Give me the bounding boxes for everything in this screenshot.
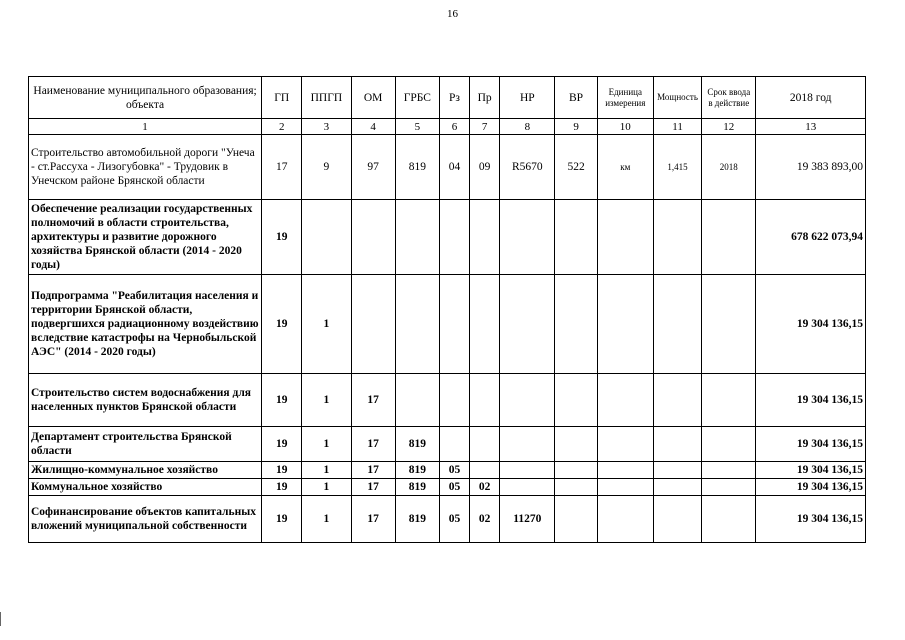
cell-om: 17 xyxy=(351,374,395,427)
header-nr: НР xyxy=(500,77,555,119)
cell-nr xyxy=(500,462,555,479)
cell-gp: 19 xyxy=(262,200,302,275)
cell-vr xyxy=(555,427,597,462)
cell-term xyxy=(702,496,756,543)
cell-om: 17 xyxy=(351,462,395,479)
cell-ppgp: 1 xyxy=(302,462,351,479)
cell-ppgp: 9 xyxy=(302,135,351,200)
cell-unit xyxy=(597,496,653,543)
cell-power xyxy=(653,200,701,275)
cell-pr xyxy=(470,200,500,275)
cell-nr xyxy=(500,374,555,427)
cell-grbs xyxy=(395,374,439,427)
cell-rz: 05 xyxy=(439,496,469,543)
cell-term xyxy=(702,479,756,496)
cell-grbs: 819 xyxy=(395,427,439,462)
row-name: Строительство автомобильной дороги "Унеча - ст.Рассуха - Лизогубовка" - Трудовик в Унечском районе Брянской области xyxy=(29,135,262,200)
header-name: Наименование муниципального образования; объекта xyxy=(29,77,262,119)
cell-rz: 05 xyxy=(439,479,469,496)
column-number: 4 xyxy=(351,119,395,135)
header-unit: Единица измерения xyxy=(597,77,653,119)
cell-grbs xyxy=(395,275,439,374)
table-row xyxy=(29,275,866,374)
cell-vr xyxy=(555,275,597,374)
row-name: Коммунальное хозяйство xyxy=(29,479,262,496)
cell-sum: 678 622 073,94 xyxy=(756,200,866,275)
row-name: Обеспечение реализации государственных полномочий в области строительства, архитектуры и развитие дорожного хозяйства Брянской области (2014 - 2020 годы) xyxy=(29,200,262,275)
cell-nr xyxy=(500,427,555,462)
cell-gp: 17 xyxy=(262,135,302,200)
cell-gp: 19 xyxy=(262,479,302,496)
header-gp: ГП xyxy=(262,77,302,119)
cell-unit xyxy=(597,275,653,374)
page-number: 16 xyxy=(447,8,458,20)
cell-power: 1,415 xyxy=(653,135,701,200)
cell-term xyxy=(702,427,756,462)
cell-power xyxy=(653,462,701,479)
cell-sum: 19 383 893,00 xyxy=(756,135,866,200)
row-name: Строительство систем водоснабжения для населенных пунктов Брянской области xyxy=(29,374,262,427)
cell-power xyxy=(653,374,701,427)
row-name: Жилищно-коммунальное хозяйство xyxy=(29,462,262,479)
cell-vr xyxy=(555,462,597,479)
column-number: 13 xyxy=(756,119,866,135)
table-row xyxy=(29,462,866,479)
cell-ppgp: 1 xyxy=(302,374,351,427)
cell-rz xyxy=(439,200,469,275)
cell-nr: 11270 xyxy=(500,496,555,543)
cell-om: 17 xyxy=(351,427,395,462)
cell-gp: 19 xyxy=(262,496,302,543)
cell-sum: 19 304 136,15 xyxy=(756,496,866,543)
header-om: ОМ xyxy=(351,77,395,119)
column-number: 11 xyxy=(653,119,701,135)
column-number: 9 xyxy=(555,119,597,135)
cell-om: 97 xyxy=(351,135,395,200)
cell-om: 17 xyxy=(351,496,395,543)
cell-unit xyxy=(597,427,653,462)
cell-vr xyxy=(555,200,597,275)
cell-nr: R5670 xyxy=(500,135,555,200)
cell-pr xyxy=(470,427,500,462)
cell-vr xyxy=(555,374,597,427)
cell-term: 2018 xyxy=(702,135,756,200)
cell-term xyxy=(702,275,756,374)
column-number-row xyxy=(29,119,866,135)
cell-gp: 19 xyxy=(262,462,302,479)
cell-grbs: 819 xyxy=(395,135,439,200)
cell-unit xyxy=(597,462,653,479)
cell-rz xyxy=(439,275,469,374)
cell-rz xyxy=(439,427,469,462)
cell-rz xyxy=(439,374,469,427)
cell-power xyxy=(653,275,701,374)
cell-pr xyxy=(470,275,500,374)
header-pr: Пр xyxy=(470,77,500,119)
cell-rz: 05 xyxy=(439,462,469,479)
margin-mark xyxy=(0,612,1,626)
cell-pr xyxy=(470,462,500,479)
cell-nr xyxy=(500,200,555,275)
cell-power xyxy=(653,427,701,462)
cell-grbs xyxy=(395,200,439,275)
cell-om: 17 xyxy=(351,479,395,496)
table-row xyxy=(29,200,866,275)
column-number: 5 xyxy=(395,119,439,135)
cell-sum: 19 304 136,15 xyxy=(756,427,866,462)
header-power: Мощность xyxy=(653,77,701,119)
cell-term xyxy=(702,200,756,275)
cell-rz: 04 xyxy=(439,135,469,200)
cell-power xyxy=(653,479,701,496)
column-number: 6 xyxy=(439,119,469,135)
cell-sum: 19 304 136,15 xyxy=(756,479,866,496)
column-number: 10 xyxy=(597,119,653,135)
header-term: Срок ввода в действие xyxy=(702,77,756,119)
cell-om xyxy=(351,275,395,374)
cell-pr xyxy=(470,374,500,427)
table-row xyxy=(29,479,866,496)
cell-nr xyxy=(500,479,555,496)
cell-sum: 19 304 136,15 xyxy=(756,374,866,427)
cell-unit xyxy=(597,200,653,275)
table-row xyxy=(29,374,866,427)
column-number: 8 xyxy=(500,119,555,135)
cell-gp: 19 xyxy=(262,427,302,462)
cell-nr xyxy=(500,275,555,374)
column-number: 2 xyxy=(262,119,302,135)
row-name: Подпрограмма "Реабилитация населения и территории Брянской области, подвергшихся радиационному воздействию вследствие катастрофы на Чернобыльской АЭС" (2014 - 2020 годы) xyxy=(29,275,262,374)
cell-sum: 19 304 136,15 xyxy=(756,275,866,374)
cell-term xyxy=(702,374,756,427)
column-number: 7 xyxy=(470,119,500,135)
cell-power xyxy=(653,496,701,543)
row-name: Департамент строительства Брянской области xyxy=(29,427,262,462)
cell-grbs: 819 xyxy=(395,496,439,543)
cell-unit xyxy=(597,479,653,496)
cell-ppgp: 1 xyxy=(302,427,351,462)
cell-pr: 02 xyxy=(470,479,500,496)
column-number: 3 xyxy=(302,119,351,135)
budget-table xyxy=(28,76,866,543)
table-row xyxy=(29,427,866,462)
header-ppgp: ППГП xyxy=(302,77,351,119)
column-number: 12 xyxy=(702,119,756,135)
header-rz: Рз xyxy=(439,77,469,119)
cell-unit: км xyxy=(597,135,653,200)
header-year: 2018 год xyxy=(756,77,866,119)
table-row xyxy=(29,496,866,543)
cell-grbs: 819 xyxy=(395,462,439,479)
cell-ppgp: 1 xyxy=(302,496,351,543)
cell-ppgp: 1 xyxy=(302,275,351,374)
cell-gp: 19 xyxy=(262,275,302,374)
header-vr: ВР xyxy=(555,77,597,119)
row-name: Софинансирование объектов капитальных вложений муниципальной собственности xyxy=(29,496,262,543)
cell-ppgp xyxy=(302,200,351,275)
header-grbs: ГРБС xyxy=(395,77,439,119)
cell-gp: 19 xyxy=(262,374,302,427)
cell-vr xyxy=(555,496,597,543)
cell-vr xyxy=(555,479,597,496)
cell-grbs: 819 xyxy=(395,479,439,496)
cell-unit xyxy=(597,374,653,427)
cell-sum: 19 304 136,15 xyxy=(756,462,866,479)
table-row xyxy=(29,135,866,200)
cell-term xyxy=(702,462,756,479)
cell-ppgp: 1 xyxy=(302,479,351,496)
cell-pr: 09 xyxy=(470,135,500,200)
column-number: 1 xyxy=(29,119,262,135)
header-row xyxy=(29,77,866,119)
cell-vr: 522 xyxy=(555,135,597,200)
cell-om xyxy=(351,200,395,275)
cell-pr: 02 xyxy=(470,496,500,543)
